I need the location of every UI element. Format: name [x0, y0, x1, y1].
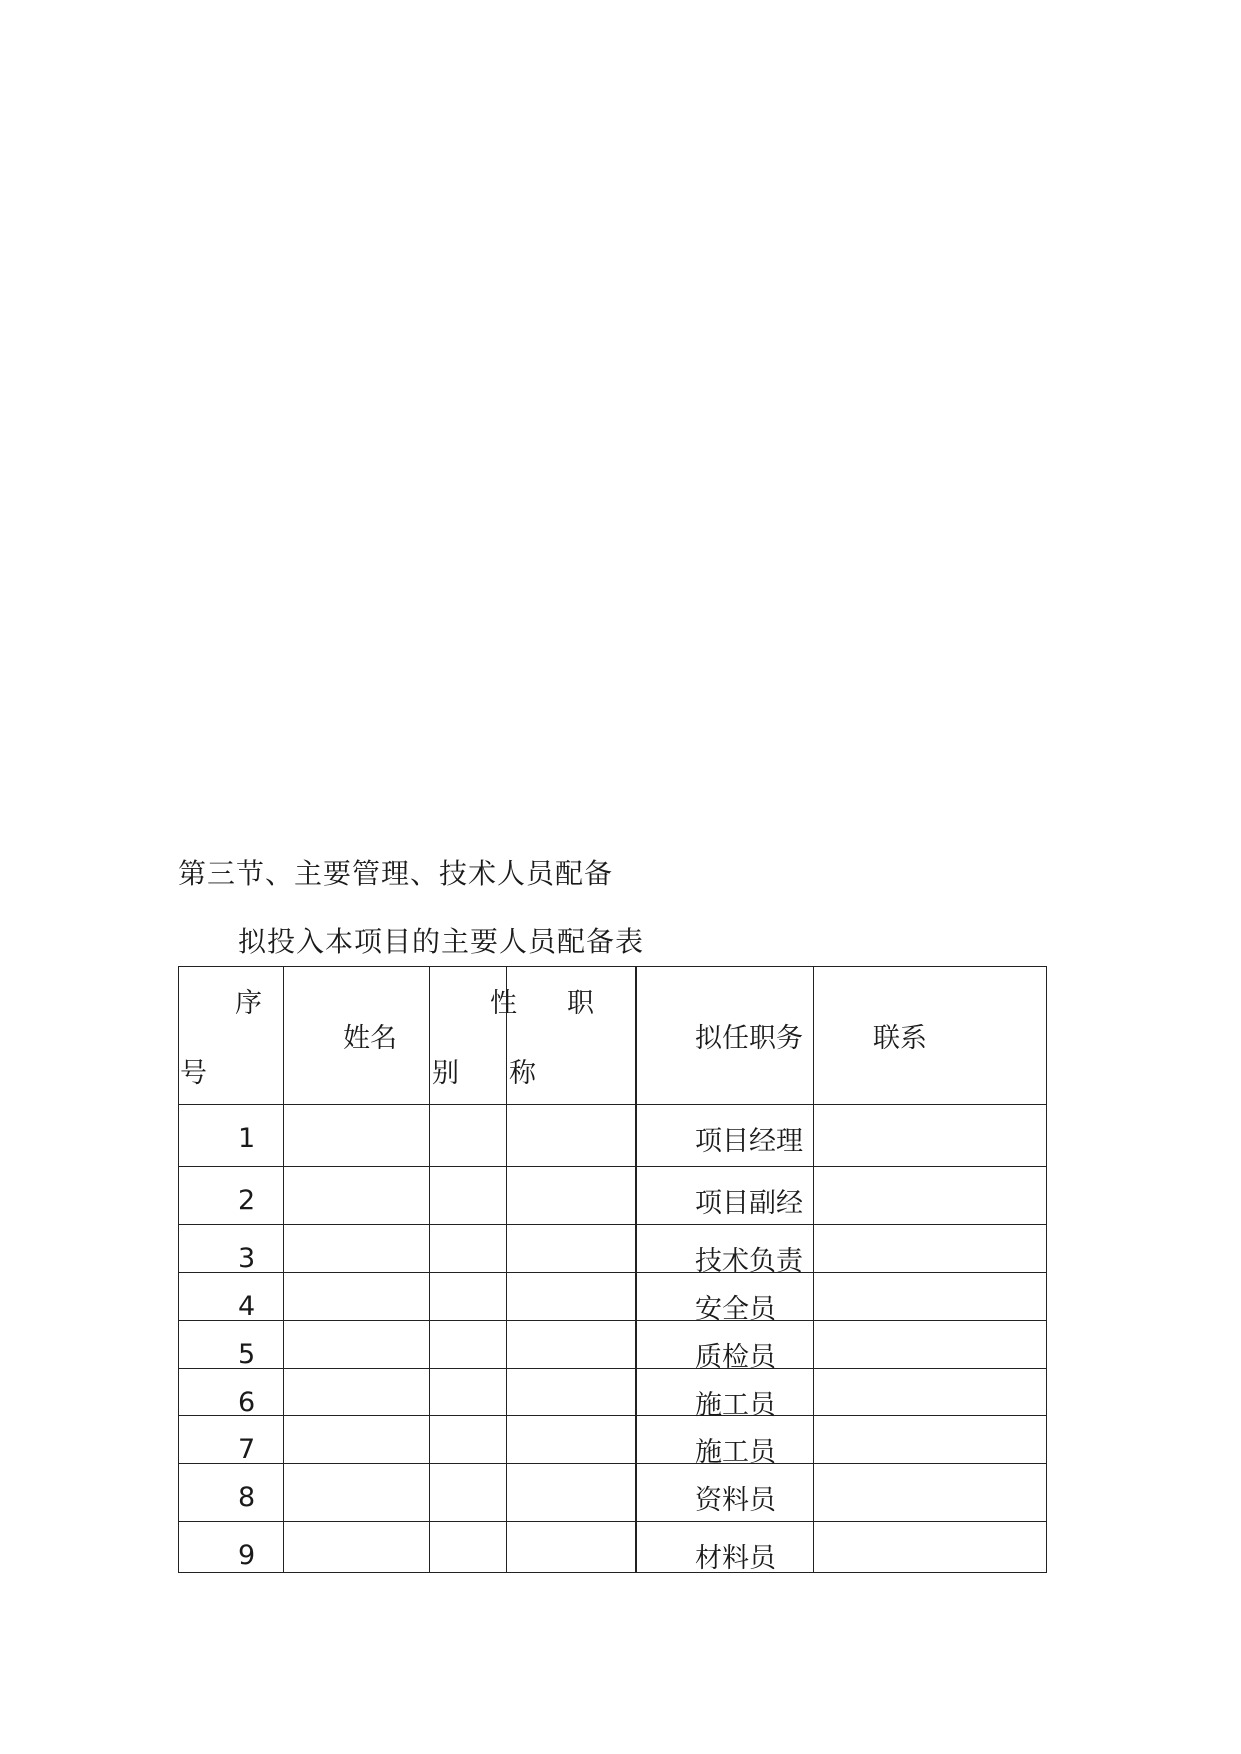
row-position: 施工员 — [695, 1390, 776, 1421]
row-position: 资料员 — [695, 1485, 776, 1516]
row-position: 项目副经 — [695, 1188, 803, 1219]
header-title-top: 职 — [567, 988, 594, 1019]
header-seq-top: 序 — [235, 988, 262, 1019]
row-position: 技术负责 — [695, 1246, 803, 1277]
row-seq: 6 — [238, 1387, 256, 1418]
row-divider — [178, 1368, 1047, 1369]
row-seq: 8 — [238, 1482, 256, 1513]
table-border — [178, 966, 1047, 1573]
staffing-table — [178, 966, 1047, 1573]
row-position: 项目经理 — [695, 1126, 803, 1157]
row-seq: 9 — [238, 1540, 256, 1571]
column-divider — [813, 966, 814, 1573]
row-seq: 1 — [238, 1123, 256, 1154]
row-seq: 2 — [238, 1185, 256, 1216]
row-divider — [178, 1166, 1047, 1167]
table-caption: 拟投入本项目的主要人员配备表 — [238, 925, 645, 958]
row-seq: 7 — [238, 1434, 256, 1465]
header-position: 拟任职务 — [695, 1023, 803, 1054]
column-divider — [429, 966, 430, 1573]
row-divider — [178, 1415, 1047, 1416]
row-position: 质检员 — [695, 1342, 776, 1373]
column-divider — [635, 966, 637, 1573]
row-divider — [178, 1272, 1047, 1273]
row-divider — [178, 1224, 1047, 1225]
column-divider — [506, 966, 507, 1573]
row-seq: 3 — [238, 1243, 256, 1274]
header-name: 姓名 — [343, 1023, 397, 1054]
header-contact: 联系 — [873, 1023, 927, 1054]
header-gender-bottom: 别 — [432, 1058, 459, 1089]
row-position: 施工员 — [695, 1437, 776, 1468]
row-divider — [178, 1463, 1047, 1464]
row-divider — [178, 1104, 1047, 1105]
row-position: 材料员 — [695, 1543, 776, 1574]
row-seq: 5 — [238, 1339, 256, 1370]
row-seq: 4 — [238, 1291, 256, 1322]
header-seq-bottom: 号 — [180, 1058, 207, 1089]
row-divider — [178, 1521, 1047, 1522]
column-divider — [283, 966, 284, 1573]
row-position: 安全员 — [695, 1294, 776, 1325]
row-divider — [178, 1320, 1047, 1321]
header-gender-top: 性 — [490, 988, 517, 1019]
section-heading: 第三节、主要管理、技术人员配备 — [178, 857, 614, 890]
header-title-bottom: 称 — [509, 1058, 536, 1089]
